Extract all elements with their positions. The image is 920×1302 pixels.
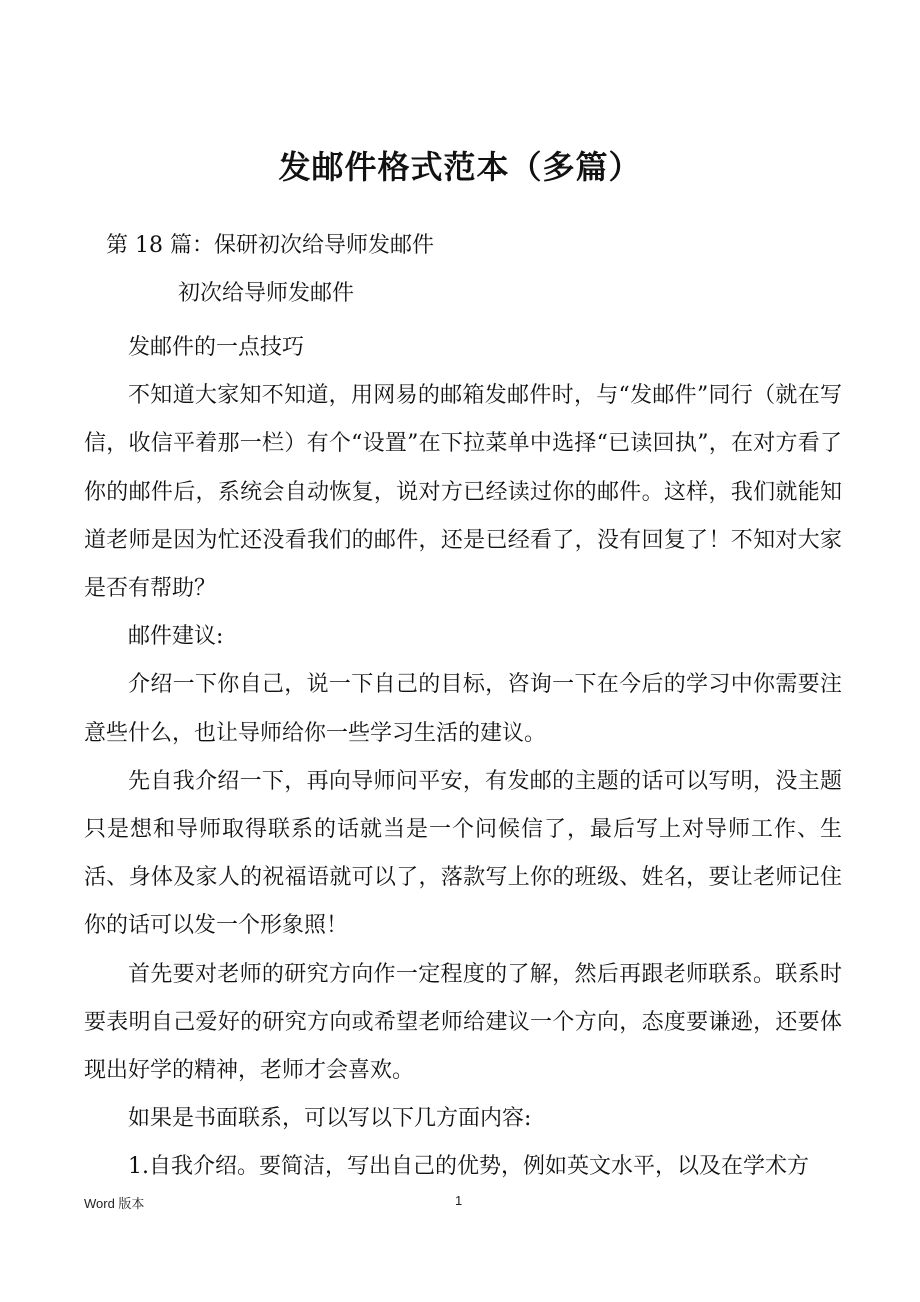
paragraph-self-intro-greeting: 先自我介绍一下，再向导师问平安，有发邮的主题的话可以写明，没主题只是想和导师取得联系的话就当是一个问候信了，最后写上对导师工作、生活、身体及家人的祝福语就可以了，落款写上你的班级、姓名，要让老师记住你的话可以发一个形象照！	[84, 768, 842, 939]
page-number: 1	[455, 1193, 463, 1208]
document-title: 发邮件格式范本（多篇）	[278, 148, 642, 186]
paragraph-introduce-yourself: 介绍一下你自己，说一下自己的目标，咨询一下在今后的学习中你需要注意些什么，也让导师给你一些学习生活的建议。	[84, 672, 842, 746]
document-body	[84, 324, 842, 1192]
subheading: 初次给导师发邮件	[178, 281, 355, 306]
paragraph-tips-title: 发邮件的一点技巧	[128, 335, 305, 360]
footer-label: Word 版本	[84, 1196, 145, 1211]
paragraph-item-1: 1.自我介绍。要简洁，写出自己的优势，例如英文水平，以及在学术方	[128, 1154, 809, 1180]
paragraph-research-direction: 首先要对老师的研究方向作一定程度的了解，然后再跟老师联系。联系时要表明自己爱好的研究方向或希望老师给建议一个方向，态度要谦逊，还要体现出好学的精神，老师才会喜欢。	[84, 961, 842, 1084]
paragraph-suggestions-title: 邮件建议:	[128, 624, 224, 650]
section-heading: 第 18 篇：保研初次给导师发邮件	[106, 233, 434, 258]
paragraph-read-receipt: 不知道大家知不知道，用网易的邮箱发邮件时，与“发邮件”同行（就在写信，收信平着那一栏）有个“设置”在下拉菜单中选择“已读回执”，在对方看了你的邮件后，系统会自动恢复，说对方已经读过你的邮件。这样，我们就能知道老师是因为忙还没看我们的邮件，还是已经看了，没有回复了！不知对大家是否有帮助？	[84, 383, 842, 602]
paragraph-written-contact: 如果是书面联系，可以写以下几方面内容:	[128, 1106, 532, 1132]
